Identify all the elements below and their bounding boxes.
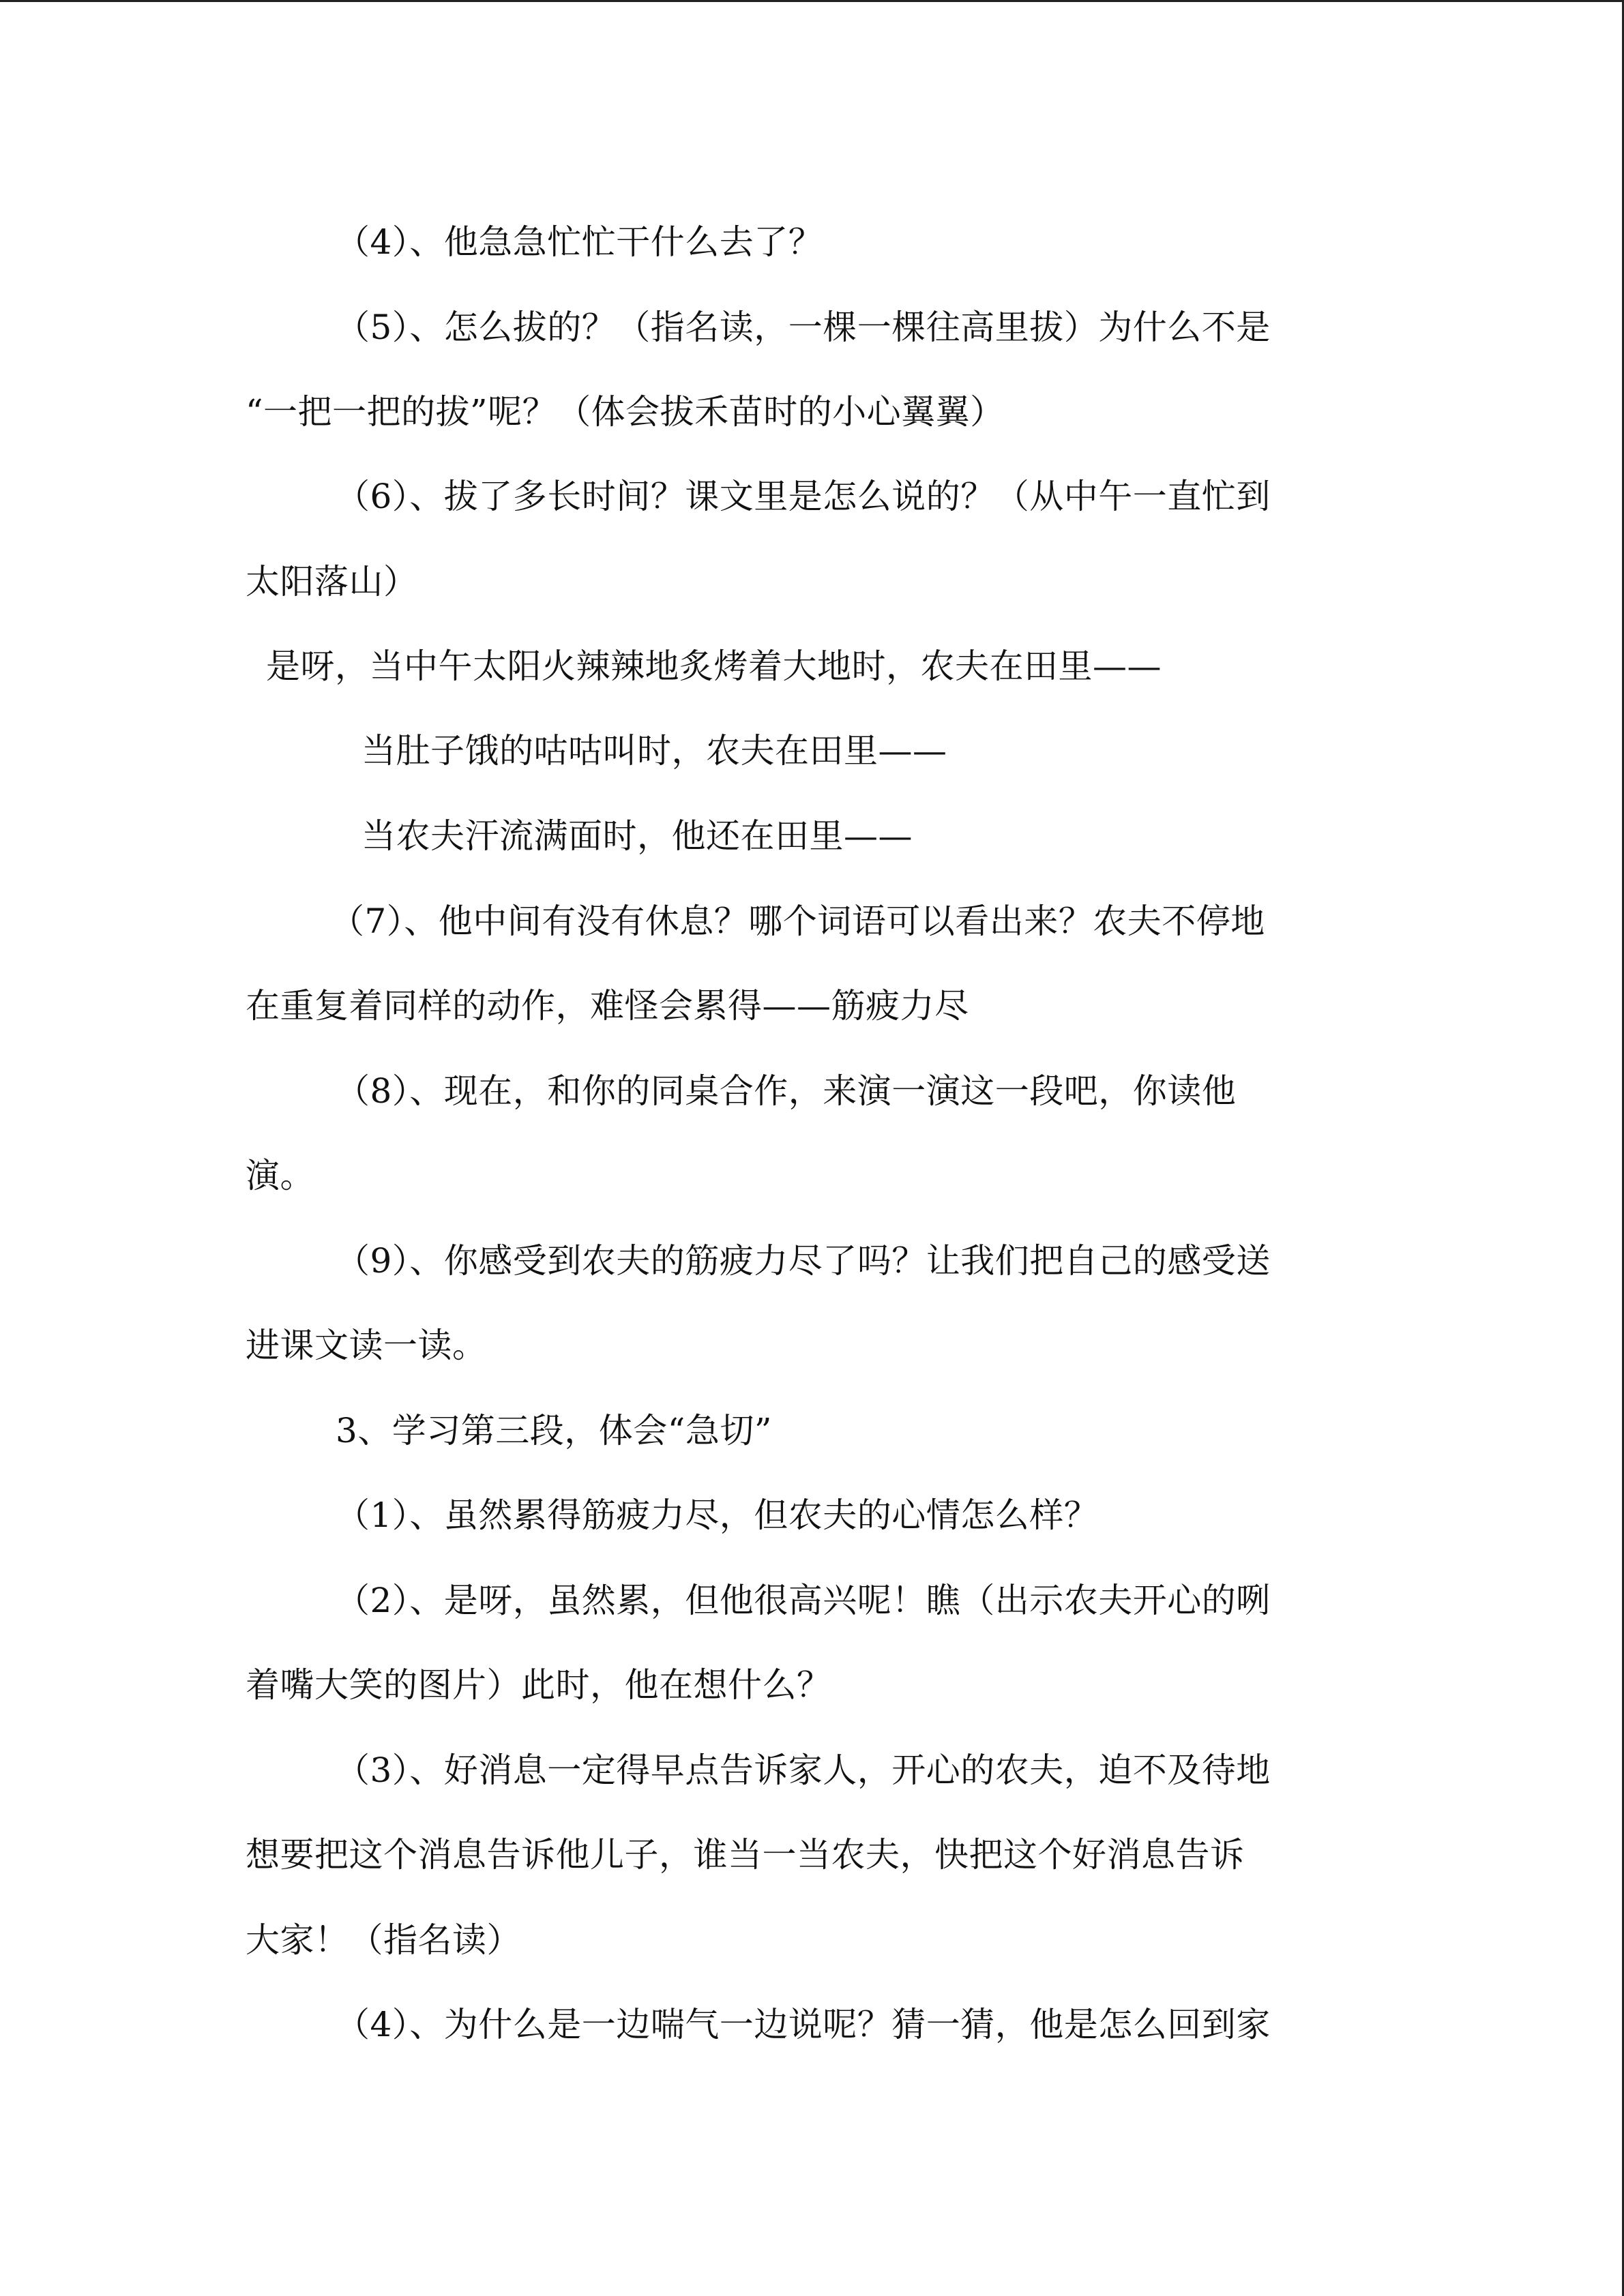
text-line: “一把一把的拔”呢？（体会拔禾苗时的小心翼翼） bbox=[246, 392, 1005, 432]
text-line: 是呀，当中午太阳火辣辣地炙烤着大地时，农夫在田里—— bbox=[266, 646, 1162, 686]
text-line: （8）、现在，和你的同桌合作，来演一演这一段吧，你读他 bbox=[336, 1071, 1237, 1111]
text-line: （2）、是呀，虽然累，但他很高兴呢！瞧（出示农夫开心的咧 bbox=[336, 1581, 1271, 1620]
text-line: 当农夫汗流满面时，他还在田里—— bbox=[361, 816, 913, 856]
text-line: 在重复着同样的动作，难怪会累得——筋疲力尽 bbox=[246, 986, 969, 1026]
text-line: 演。 bbox=[246, 1156, 314, 1195]
text-line: （6）、拔了多长时间？课文里是怎么说的？（从中午一直忙到 bbox=[336, 477, 1271, 516]
text-line: 大家！（指名读） bbox=[246, 1920, 521, 1960]
text-line: 着嘴大笑的图片）此时，他在想什么？ bbox=[246, 1665, 831, 1705]
text-line: （7）、他中间有没有休息？哪个词语可以看出来？农夫不停地 bbox=[330, 901, 1265, 941]
text-line: （9）、你感受到农夫的筋疲力尽了吗？让我们把自己的感受送 bbox=[336, 1241, 1271, 1281]
text-line: （5）、怎么拔的？（指名读，一棵一棵往高里拔）为什么不是 bbox=[336, 308, 1271, 347]
text-line: （3）、好消息一定得早点告诉家人，开心的农夫，迫不及待地 bbox=[336, 1750, 1271, 1790]
text-line: 太阳落山） bbox=[246, 562, 418, 601]
section-heading: 3、学习第三段，体会“急切” bbox=[336, 1411, 772, 1450]
text-line: （4）、为什么是一边喘气一边说呢？猜一猜，他是怎么回到家 bbox=[336, 2005, 1271, 2044]
text-line: 想要把这个消息告诉他儿子，谁当一当农夫，快把这个好消息告诉 bbox=[246, 1835, 1245, 1875]
text-line: （1）、虽然累得筋疲力尽，但农夫的心情怎么样？ bbox=[336, 1495, 1099, 1535]
text-line: 当肚子饿的咕咕叫时，农夫在田里—— bbox=[361, 731, 947, 771]
text-line: （4）、他急急忙忙干什么去了？ bbox=[336, 222, 823, 262]
text-line: 进课文读一读。 bbox=[246, 1326, 487, 1365]
